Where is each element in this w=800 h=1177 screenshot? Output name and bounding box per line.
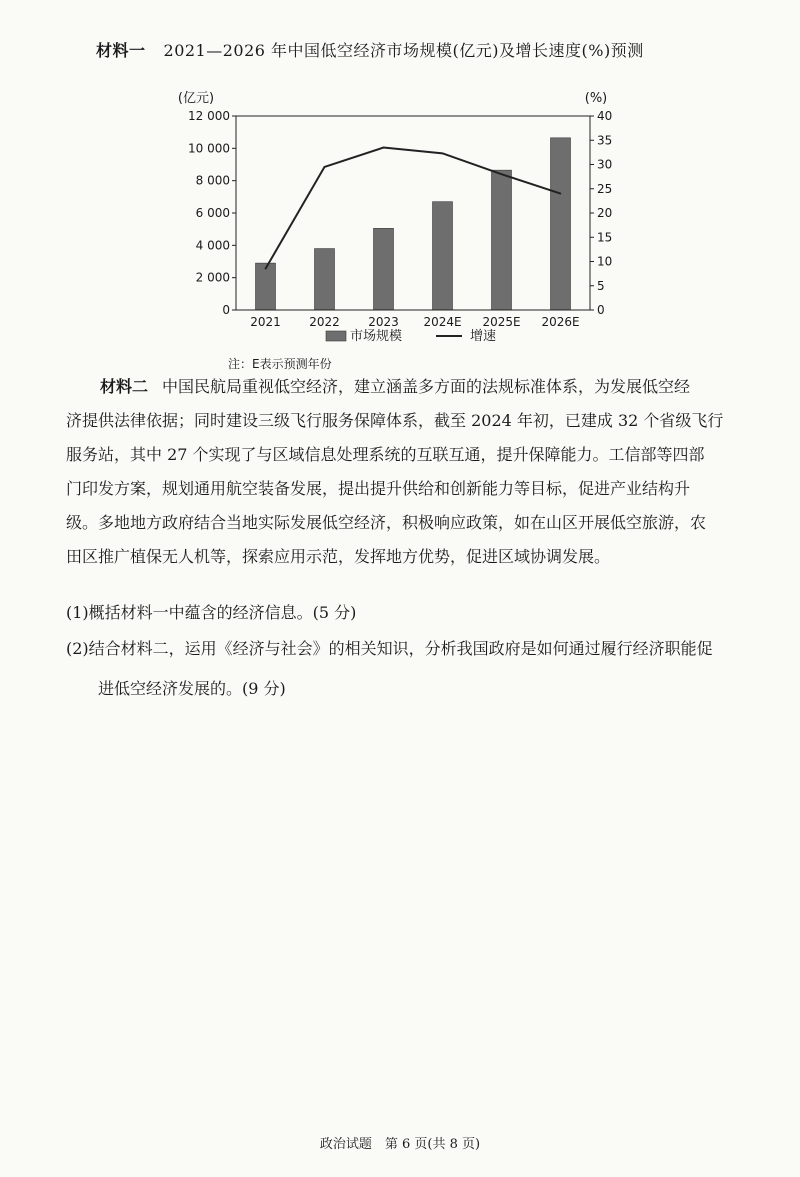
- x-tick-label: 2025E: [482, 315, 521, 329]
- legend-swatch-bar: [326, 331, 346, 341]
- y-tick-label-right: 20: [597, 206, 613, 220]
- y-tick-label-right: 30: [597, 157, 613, 172]
- page-footer: 政治试题 第 6 页(共 8 页): [319, 1137, 481, 1152]
- y-tick-label-left: 6 000: [195, 206, 230, 220]
- x-tick-label: 2023: [368, 315, 399, 329]
- material2-line: 门印发方案，规划通用航空装备发展，提出提升供给和创新能力等目标，促进产业结构升: [66, 479, 691, 498]
- material2-line: 中国民航局重视低空经济，建立涵盖多方面的法规标准体系，为发展低空经: [162, 377, 691, 396]
- x-tick-label: 2024E: [423, 315, 462, 329]
- question-2: (2)结合材料二，运用《经济与社会》的相关知识，分析我国政府是如何通过履行经济职能促: [66, 639, 713, 658]
- y-tick-label-right: 15: [597, 230, 613, 245]
- y-axis-label-right: (%): [584, 91, 608, 106]
- y-tick-label-left: 12 000: [188, 109, 230, 123]
- plot-frame: [236, 116, 590, 310]
- y-tick-label-left: 2 000: [195, 270, 230, 285]
- x-tick-label: 2022: [309, 315, 340, 329]
- growth-point: [501, 173, 503, 175]
- x-tick-label: 2026E: [541, 315, 580, 329]
- material1-label: 材料一: [96, 41, 146, 60]
- legend-label-bar: 市场规模: [350, 329, 403, 344]
- material2-line: 级。多地地方政府结合当地实际发展低空经济，积极响应政策，如在山区开展低空旅游，农: [66, 513, 707, 532]
- y-tick-label-right: 25: [597, 181, 613, 196]
- growth-point: [265, 268, 267, 270]
- question-1: (1)概括材料一中蕴含的经济信息。(5 分): [66, 603, 357, 622]
- bar: [433, 202, 453, 310]
- y-tick-label-right: 35: [597, 133, 613, 148]
- y-tick-label-left: 0: [222, 303, 230, 317]
- growth-point: [324, 166, 326, 168]
- bar: [492, 170, 512, 310]
- y-tick-label-left: 8 000: [195, 173, 230, 188]
- y-axis-label-left: (亿元): [177, 91, 215, 106]
- x-tick-label: 2021: [250, 315, 281, 329]
- growth-point: [442, 153, 444, 155]
- legend-label-line: 增速: [470, 329, 497, 344]
- y-tick-label-right: 5: [597, 278, 605, 293]
- material2-line: 服务站，其中 27 个实现了与区域信息处理系统的互联互通，提升保障能力。工信部等四部: [66, 445, 705, 464]
- material2-line: 田区推广植保无人机等，探索应用示范，发挥地方优势，促进区域协调发展。: [66, 547, 611, 566]
- y-tick-label-left: 4 000: [195, 238, 230, 253]
- growth-point: [383, 147, 385, 149]
- chart-note: 注：E表示预测年份: [228, 357, 332, 371]
- y-tick-label-right: 40: [597, 109, 613, 123]
- material2-label: 材料二: [100, 377, 149, 396]
- material2-line: 济提供法律依据；同时建设三级飞行服务保障体系，截至 2024 年初，已建成 32 个省级飞行: [66, 411, 724, 430]
- growth-line: [266, 148, 561, 269]
- bar: [374, 228, 394, 310]
- y-tick-label-right: 10: [597, 254, 613, 269]
- bar: [551, 138, 571, 310]
- material2-paragraph: [66, 370, 736, 574]
- chart-title: 2021—2026 年中国低空经济市场规模(亿元)及增长速度(%)预测: [163, 41, 644, 60]
- material1-header: [96, 38, 736, 61]
- bar: [315, 249, 335, 310]
- bar: [256, 263, 276, 310]
- y-tick-label-right: 0: [597, 303, 605, 317]
- question-2-continued: 进低空经济发展的。(9 分): [98, 679, 286, 698]
- market-size-chart: [0, 80, 800, 355]
- y-tick-label-left: 10 000: [188, 141, 230, 156]
- growth-point: [560, 193, 562, 195]
